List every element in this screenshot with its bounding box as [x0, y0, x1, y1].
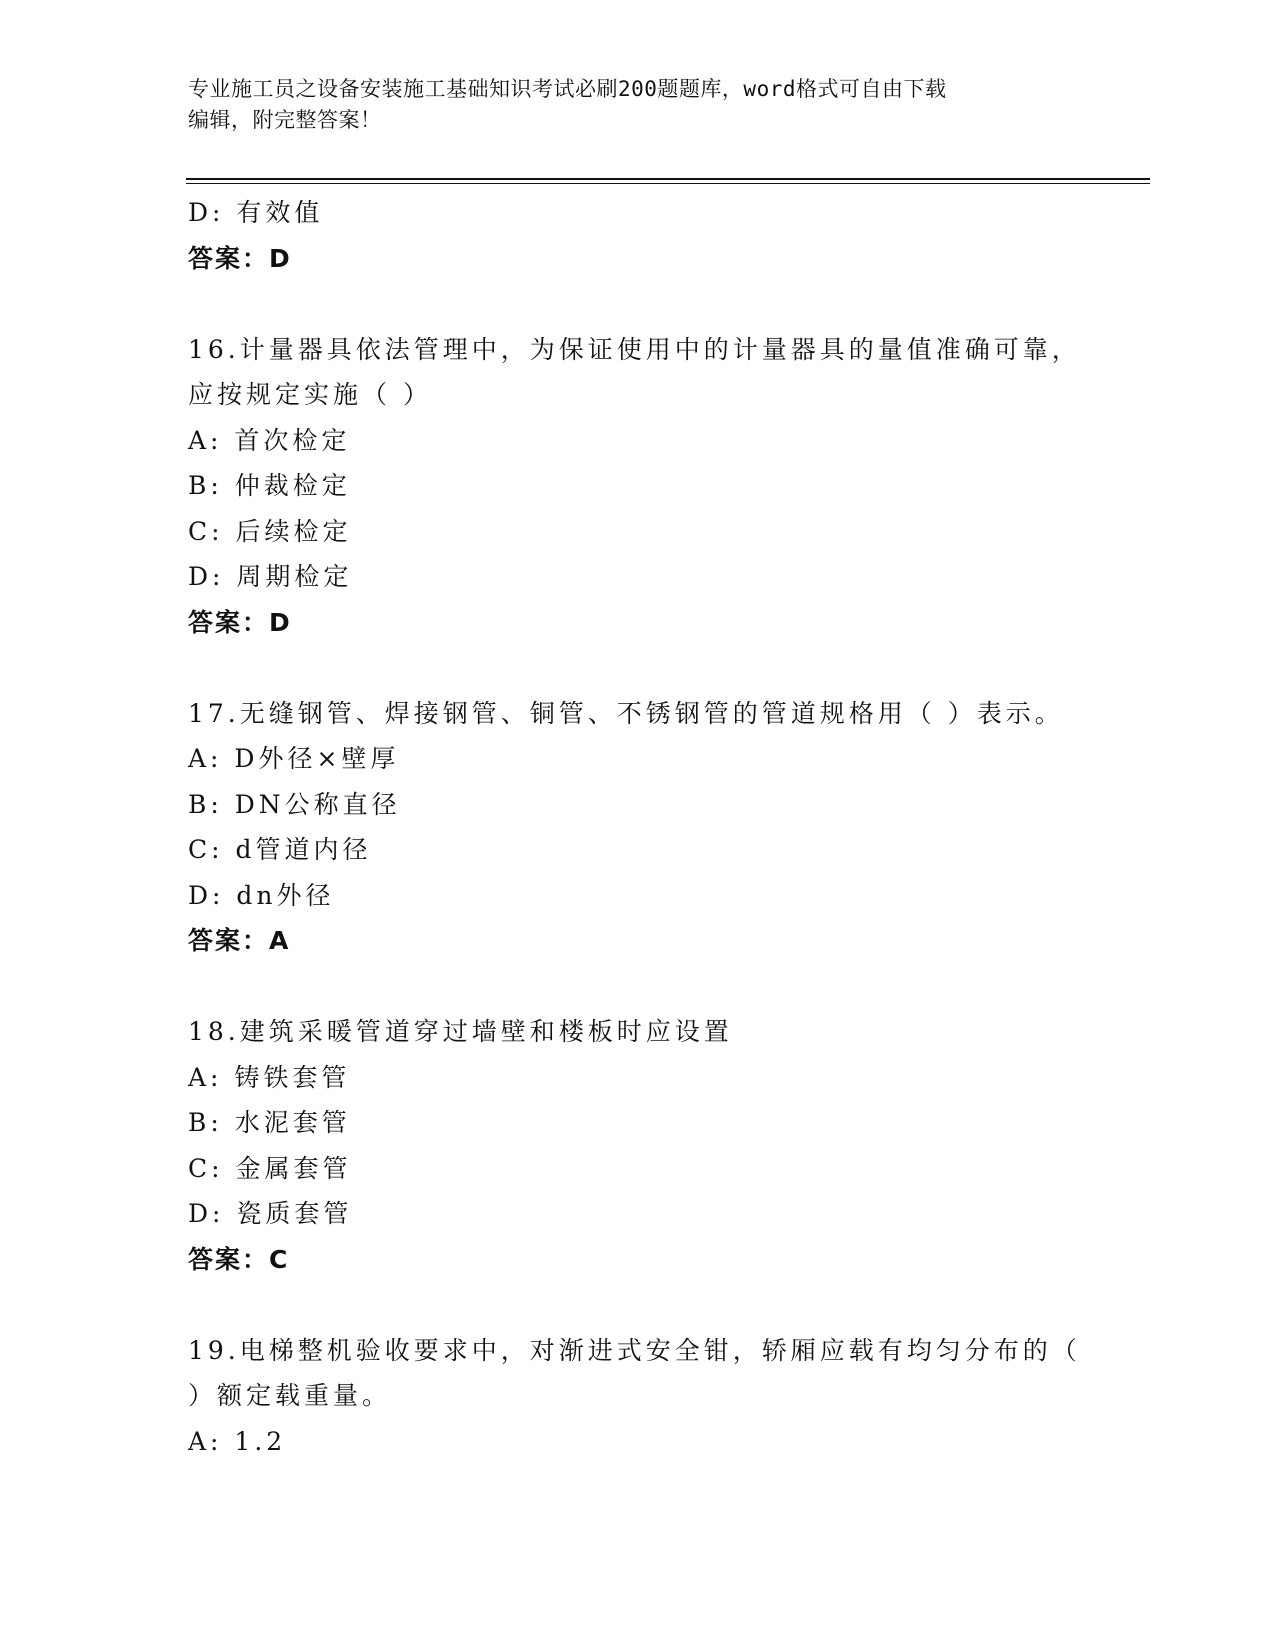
option-b: B: 水泥套管: [188, 1108, 351, 1137]
option-b: B: 仲裁检定: [188, 471, 351, 500]
spacer: [188, 645, 1088, 691]
answer: 答案：A: [188, 926, 291, 955]
question-18: [188, 1009, 1088, 1282]
option-a: A: D外径×壁厚: [188, 744, 400, 773]
spacer: [188, 281, 1088, 327]
option-d: D: 瓷质套管: [188, 1199, 353, 1228]
option-a: A: 首次检定: [188, 425, 351, 455]
option-c: C: 后续检定: [188, 516, 352, 546]
header-divider-thin: [186, 183, 1150, 184]
option-c: C: 金属套管: [188, 1153, 352, 1183]
option-a: A: 1.2: [188, 1426, 287, 1456]
option-d: D: 周期检定: [188, 562, 353, 591]
header-title-line-2: 编辑，附完整答案！: [188, 108, 382, 132]
question-17: [188, 691, 1088, 964]
question-19: [188, 1328, 1088, 1465]
question-stem: 18.建筑采暖管道穿过墙壁和楼板时应设置: [188, 1017, 733, 1046]
question-16: [188, 327, 1088, 646]
option-c: C: d管道内径: [188, 835, 372, 864]
spacer: [188, 1282, 1088, 1328]
header-title-line-1: 专业施工员之设备安装施工基础知识考试必刷200题题库，word格式可自由下载: [188, 77, 947, 101]
answer: 答案：C: [188, 1244, 290, 1274]
document-body: [188, 190, 1088, 1464]
option-d: D: 有效值: [188, 198, 324, 227]
question-stem: 16.计量器具依法管理中，为保证使用中的计量器具的量值准确可靠，: [188, 334, 1081, 364]
option-b: B: DN公称直径: [188, 789, 401, 819]
header-divider-thick: [186, 178, 1150, 180]
page-header: [188, 74, 1078, 136]
question-stem-continued: 应按规定实施（ ）: [188, 380, 432, 409]
answer: 答案：D: [188, 607, 292, 637]
question-stem-continued: ）额定载重量。: [188, 1381, 392, 1410]
question-stem: 17.无缝钢管、焊接钢管、铜管、不锈钢管的管道规格用（ ）表示。: [188, 698, 1064, 728]
option-d: D: dn外径: [188, 880, 335, 910]
option-a: A: 铸铁套管: [188, 1062, 351, 1092]
answer: 答案：D: [188, 243, 292, 273]
spacer: [188, 964, 1088, 1010]
question-stem: 19.电梯整机验收要求中，对渐进式安全钳，轿厢应载有均匀分布的（: [188, 1335, 1081, 1365]
